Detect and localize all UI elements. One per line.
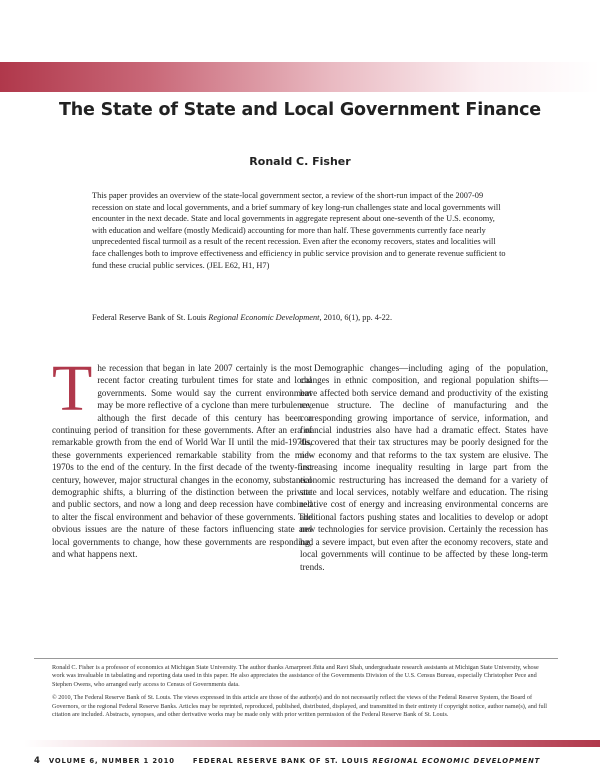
publisher-name: FEDERAL RESERVE BANK OF ST. LOUIS [192,757,373,765]
footnote-divider [34,658,558,659]
volume-info: VOLUME 6, NUMBER 1 2010 [48,757,175,765]
footer-color-band [0,740,600,747]
body-paragraph-left: he recession that began in late 2007 certainly is the most recent factor creating turbulent times for state and local governments. Some would say the current environment may be more reflective of a cyclone than mere turbulence, although the first decade of this century has been a continuing period of transition for these governments. After an era of remarkable growth from the end of World War II until the mid-1970s, these governments experienced remarkable stability from the mid-1970s to the end of the century. In the first decade of the twenty-first century, however, major structural changes in the economy, substantial demographic shifts, a blurring of the distinction between the private and public sectors, and now a long and deep recession have combined to alter the fiscal environment and behavior of these governments. The obvious issues are the nature of these factors influencing state and local governments to change, how these governments are responding, and what happens next. [52,363,312,560]
citation-suffix: , 2010, 6(1), pp. 4-22. [319,313,393,322]
citation-prefix: Federal Reserve Bank of St. Louis [92,313,209,322]
footnotes [52,664,552,724]
body-paragraph-right: Demographic changes—including aging of the population, changes in ethnic composition, and regional population shifts—have affected both service demand and productivity of the existing revenue structure. The decline of manufacturing and the corresponding growing importance of service, information, and financial industries also have had a dramatic effect. States have discovered that their tax structures may be poorly designed for the new economy and that reforms to the tax system are elusive. The increasing income inequality resulting in large part from the economic restructuring has increased the demand for a variety of state and local services, notably welfare and education. The rising relative cost of energy and increasing environmental concerns are additional factors pushing states and localities to develop or adopt new technologies for service provision. Certainly the recession has had a severe impact, but even after the economy recovers, state and local governments will continue to be affected by these long-term trends. [300,363,548,572]
drop-cap: T [52,352,93,425]
copyright-note: © 2010, The Federal Reserve Bank of St. Louis. The views expressed in this article are those of the author(s) and do not necessarily reflect the views of the Federal Reserve System, the Board of Governors, or the regional Federal Reserve Banks. Articles may be reprinted, reproduced, published, distributed, displayed, and transmitted in their entirety if copyright notice, author name(s), and full citation are included. Abstracts, synopses, and other derivative works may be made only with prior written permission of the Federal Reserve Bank of St. Louis. [52,694,548,719]
body-right-column [300,362,548,573]
journal-name: REGIONAL ECONOMIC DEVELOPMENT [372,757,541,765]
page-footer [34,756,574,766]
page-number: 4 [34,756,41,766]
citation-journal: Regional Economic Development [208,313,320,322]
article-title: The State of State and Local Government Finance [59,100,541,120]
abstract: This paper provides an overview of the state-local government sector, a review of the short-run impact of the 2007-09 recession on state and local governments, and a brief summary of key long-run challenges state and local governments will encounter in the next decade. State and local governments in aggregate represent about one-seventh of the U.S. economy, with education and welfare (mostly Medicaid) accounting for more than half. These governments currently face nearly unprecedented fiscal turmoil as a result of the recent recession. Even after the economy recovers, states and localities will face challenges both to improve effectiveness and efficiency in public service provision and to generate revenue sufficient to fund these crucial public services. (JEL E62, H1, H7) [92,191,506,270]
article-author: Ronald C. Fisher [249,155,351,168]
citation [92,312,512,323]
body-left-column [52,352,312,561]
author-note: Ronald C. Fisher is a professor of economics at Michigan State University. The author thanks Amarpreet Jhita and Ravi Shah, undergraduate research assistants at Michigan State University, whose work was invaluable in tabulating and reporting data used in this paper. He also appreciates the assistance of the Governments Division of the U.S. Census Bureau, especially Christopher Pece and Stephen Owens, who arranged early access to Census of Governments data. [52,664,539,688]
header-color-band [0,62,600,92]
